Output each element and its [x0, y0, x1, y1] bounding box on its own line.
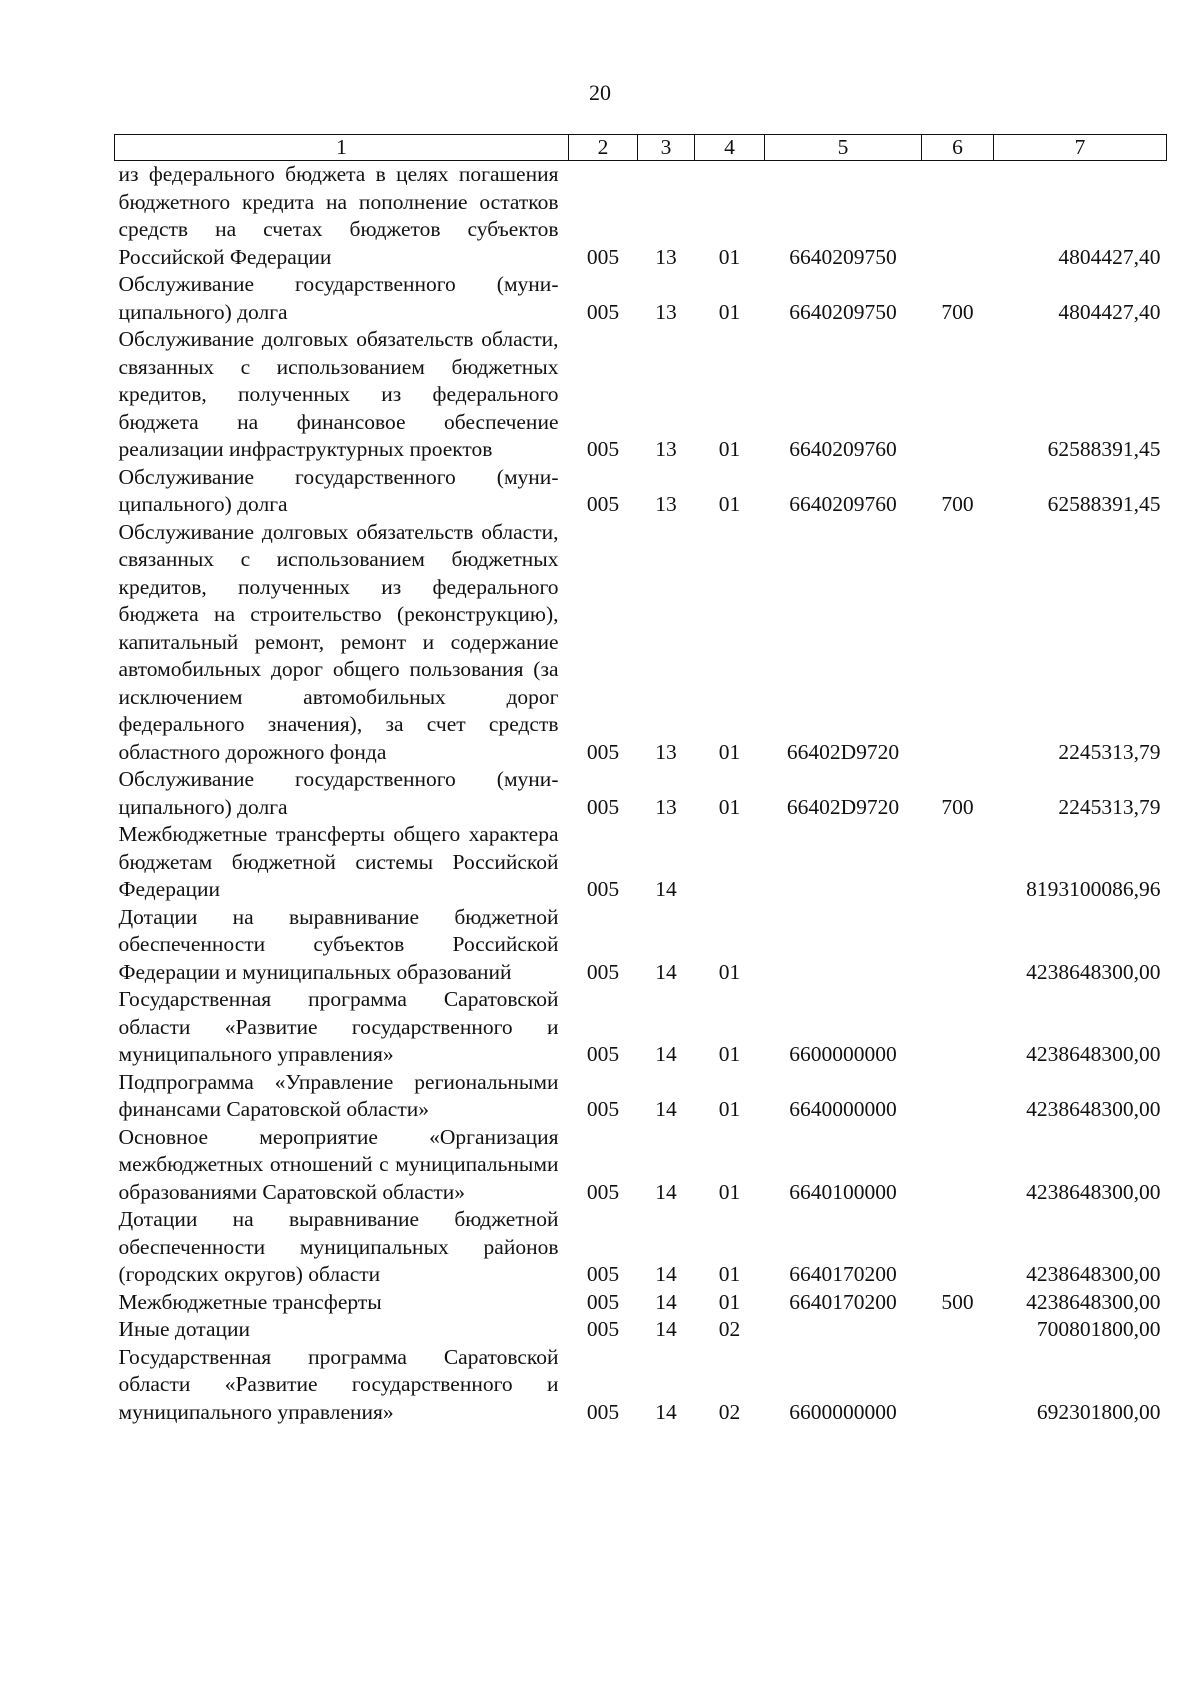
row-expense-type	[922, 1344, 994, 1427]
row-name: Иные дотации	[118, 1317, 251, 1341]
row-name: Государственная программа Саратовской области «Развитие государственного и муниципального управления»	[118, 1344, 559, 1424]
row-ministry-code: 005	[586, 492, 620, 516]
row-ministry-code: 005	[586, 1399, 620, 1424]
row-name: Обслуживание долговых обязательств области, связанных с использованием бюджетных кредитов, полученных из федерального бюджета на финансовое обеспечение реализации инфраструктурных проектов	[118, 327, 559, 461]
row-target-article: 6600000000	[789, 1042, 897, 1066]
row-target-article: 6640209760	[789, 437, 897, 461]
row-amount: 4804427,40	[1058, 244, 1161, 269]
row-target-article: 6640209760	[789, 492, 897, 516]
row-subsection	[695, 821, 765, 904]
row-subsection: 01	[718, 739, 741, 764]
header-col-7: 7	[994, 135, 1167, 161]
row-ministry-code: 005	[586, 1179, 620, 1204]
header-col-2: 2	[569, 135, 638, 161]
header-col-3: 3	[638, 135, 695, 161]
header-col-1: 1	[115, 135, 569, 161]
row-name: Государственная программа Саратовской области «Развитие государственного и муниципального управления»	[118, 987, 559, 1066]
table-row	[115, 766, 1167, 821]
row-amount: 62588391,45	[1047, 492, 1161, 516]
header-col-4: 4	[695, 135, 765, 161]
row-amount: 692301800,00	[1036, 1399, 1161, 1424]
row-expense-type	[922, 519, 994, 767]
header-col-5: 5	[765, 135, 922, 161]
row-ministry-code: 005	[586, 959, 620, 984]
row-target-article	[765, 1316, 922, 1344]
row-target-article: 6640209750	[789, 244, 897, 269]
row-name: Обслуживание долговых обязательств области, связанных с использованием бюджетных кредитов, полученных из федерального бюджета на строительство (реконструкцию), капитальный ремонт, ремонт и содержание автомобильных дорог общего пользования (за исключением автомобильных дорог федерального значения), за счет средств областного дорожного фонда	[118, 519, 559, 764]
row-section: 13	[655, 492, 677, 516]
row-section: 13	[655, 437, 677, 461]
row-subsection: 01	[718, 1179, 741, 1204]
row-amount: 4238648300,00	[1026, 1262, 1161, 1286]
row-name: Дотации на выравнивание бюджетной обеспеченности субъектов Российской Федерации и муниципальных образований	[118, 904, 559, 984]
row-amount: 8193100086,96	[1026, 877, 1161, 901]
row-name: Межбюджетные трансферты	[118, 1289, 382, 1314]
row-amount: 62588391,45	[1047, 437, 1161, 461]
row-amount: 4238648300,00	[1026, 1289, 1161, 1314]
row-section: 13	[655, 299, 677, 324]
table-body	[115, 161, 1167, 1427]
row-subsection: 01	[718, 1262, 741, 1286]
row-section: 13	[655, 794, 677, 819]
row-expense-type	[922, 904, 994, 987]
row-ministry-code: 005	[586, 1042, 620, 1066]
row-subsection: 02	[718, 1317, 741, 1341]
row-amount: 2245313,79	[1058, 739, 1161, 764]
table-row	[115, 1344, 1167, 1427]
row-name: Дотации на выравнивание бюджетной обеспеченности муниципальных районов (городских округов) области	[118, 1207, 559, 1286]
row-name: Обслуживание государственного (муниципального) долга	[118, 464, 559, 516]
table-row	[115, 464, 1167, 519]
row-subsection: 01	[718, 1042, 741, 1066]
table-row	[115, 821, 1167, 904]
row-expense-type: 700	[941, 794, 974, 819]
row-ministry-code: 005	[586, 1097, 620, 1121]
row-ministry-code: 005	[586, 739, 620, 764]
row-ministry-code: 005	[586, 1317, 620, 1341]
row-name: Обслуживание государственного (муниципального) долга	[118, 767, 559, 819]
row-amount: 4238648300,00	[1026, 1042, 1161, 1066]
row-expense-type: 700	[941, 492, 974, 516]
row-amount: 4238648300,00	[1026, 1097, 1161, 1121]
row-section: 14	[655, 1097, 677, 1121]
row-expense-type	[922, 326, 994, 464]
row-section: 14	[655, 877, 677, 901]
row-section: 14	[655, 1262, 677, 1286]
row-section: 13	[655, 739, 677, 764]
row-expense-type	[922, 1206, 994, 1289]
row-subsection: 01	[718, 794, 741, 819]
table-header	[115, 135, 1167, 161]
row-ministry-code: 005	[586, 299, 620, 324]
table-row	[115, 1124, 1167, 1207]
row-section: 14	[655, 1399, 677, 1424]
table-row	[115, 986, 1167, 1069]
row-subsection: 01	[718, 959, 741, 984]
row-subsection: 01	[718, 244, 741, 269]
row-ministry-code: 005	[586, 877, 620, 901]
row-target-article: 6600000000	[789, 1399, 897, 1424]
row-target-article	[765, 821, 922, 904]
row-ministry-code: 005	[586, 437, 620, 461]
row-target-article: 66402D9720	[786, 794, 900, 819]
row-expense-type: 700	[941, 299, 974, 324]
row-subsection: 01	[718, 299, 741, 324]
row-expense-type	[922, 161, 994, 272]
table-row	[115, 519, 1167, 767]
row-target-article: 66402D9720	[786, 739, 900, 764]
row-ministry-code: 005	[586, 794, 620, 819]
row-name: Основное мероприятие «Организация межбюджетных отношений с муниципальными образованиями Саратовской области»	[118, 1124, 559, 1204]
row-subsection: 02	[718, 1399, 741, 1424]
row-section: 14	[655, 1179, 677, 1204]
row-section: 14	[655, 1289, 677, 1314]
row-name: Обслуживание государственного (муниципального) долга	[118, 272, 559, 324]
row-target-article: 6640100000	[789, 1179, 897, 1204]
row-section: 14	[655, 1042, 677, 1066]
table-row	[115, 161, 1167, 272]
row-section: 13	[655, 244, 677, 269]
row-name: Межбюджетные трансферты общего характера бюджетам бюджетной системы Российской Федерации	[118, 822, 559, 901]
row-amount: 700801800,00	[1036, 1317, 1161, 1341]
row-name: Подпрограмма «Управление региональными финансами Саратовской области»	[118, 1069, 559, 1121]
row-section: 14	[655, 959, 677, 984]
row-expense-type	[922, 821, 994, 904]
page-number: 20	[589, 80, 611, 105]
row-amount: 4238648300,00	[1026, 1179, 1161, 1204]
row-amount: 4238648300,00	[1026, 959, 1161, 984]
row-ministry-code: 005	[586, 1262, 620, 1286]
row-subsection: 01	[718, 1289, 741, 1314]
row-amount: 4804427,40	[1058, 299, 1161, 324]
row-expense-type	[922, 1316, 994, 1344]
row-expense-type: 500	[941, 1289, 974, 1314]
row-expense-type	[922, 1069, 994, 1124]
row-target-article: 6640170200	[789, 1289, 897, 1314]
row-ministry-code: 005	[586, 244, 620, 269]
row-target-article: 6640209750	[789, 299, 897, 324]
table-row	[115, 1289, 1167, 1317]
table-row	[115, 271, 1167, 326]
header-row	[115, 135, 1167, 161]
row-expense-type	[922, 1124, 994, 1207]
budget-table	[114, 134, 1167, 1426]
row-section: 14	[655, 1317, 677, 1341]
row-target-article: 6640170200	[789, 1262, 897, 1286]
table-row	[115, 1316, 1167, 1344]
table-row	[115, 1206, 1167, 1289]
table-row	[115, 1069, 1167, 1124]
row-target-article	[765, 904, 922, 987]
row-name: из федерального бюджета в целях погашения бюджетного кредита на пополнение остатков средств на счетах бюджетов субъектов Российской Федерации	[118, 162, 559, 269]
row-subsection: 01	[718, 437, 741, 461]
row-target-article: 6640000000	[789, 1097, 897, 1121]
table-row	[115, 326, 1167, 464]
row-ministry-code: 005	[586, 1289, 620, 1314]
row-expense-type	[922, 986, 994, 1069]
row-subsection: 01	[718, 1097, 741, 1121]
row-subsection: 01	[718, 492, 741, 516]
header-col-6: 6	[922, 135, 994, 161]
row-amount: 2245313,79	[1058, 794, 1161, 819]
table-row	[115, 904, 1167, 987]
